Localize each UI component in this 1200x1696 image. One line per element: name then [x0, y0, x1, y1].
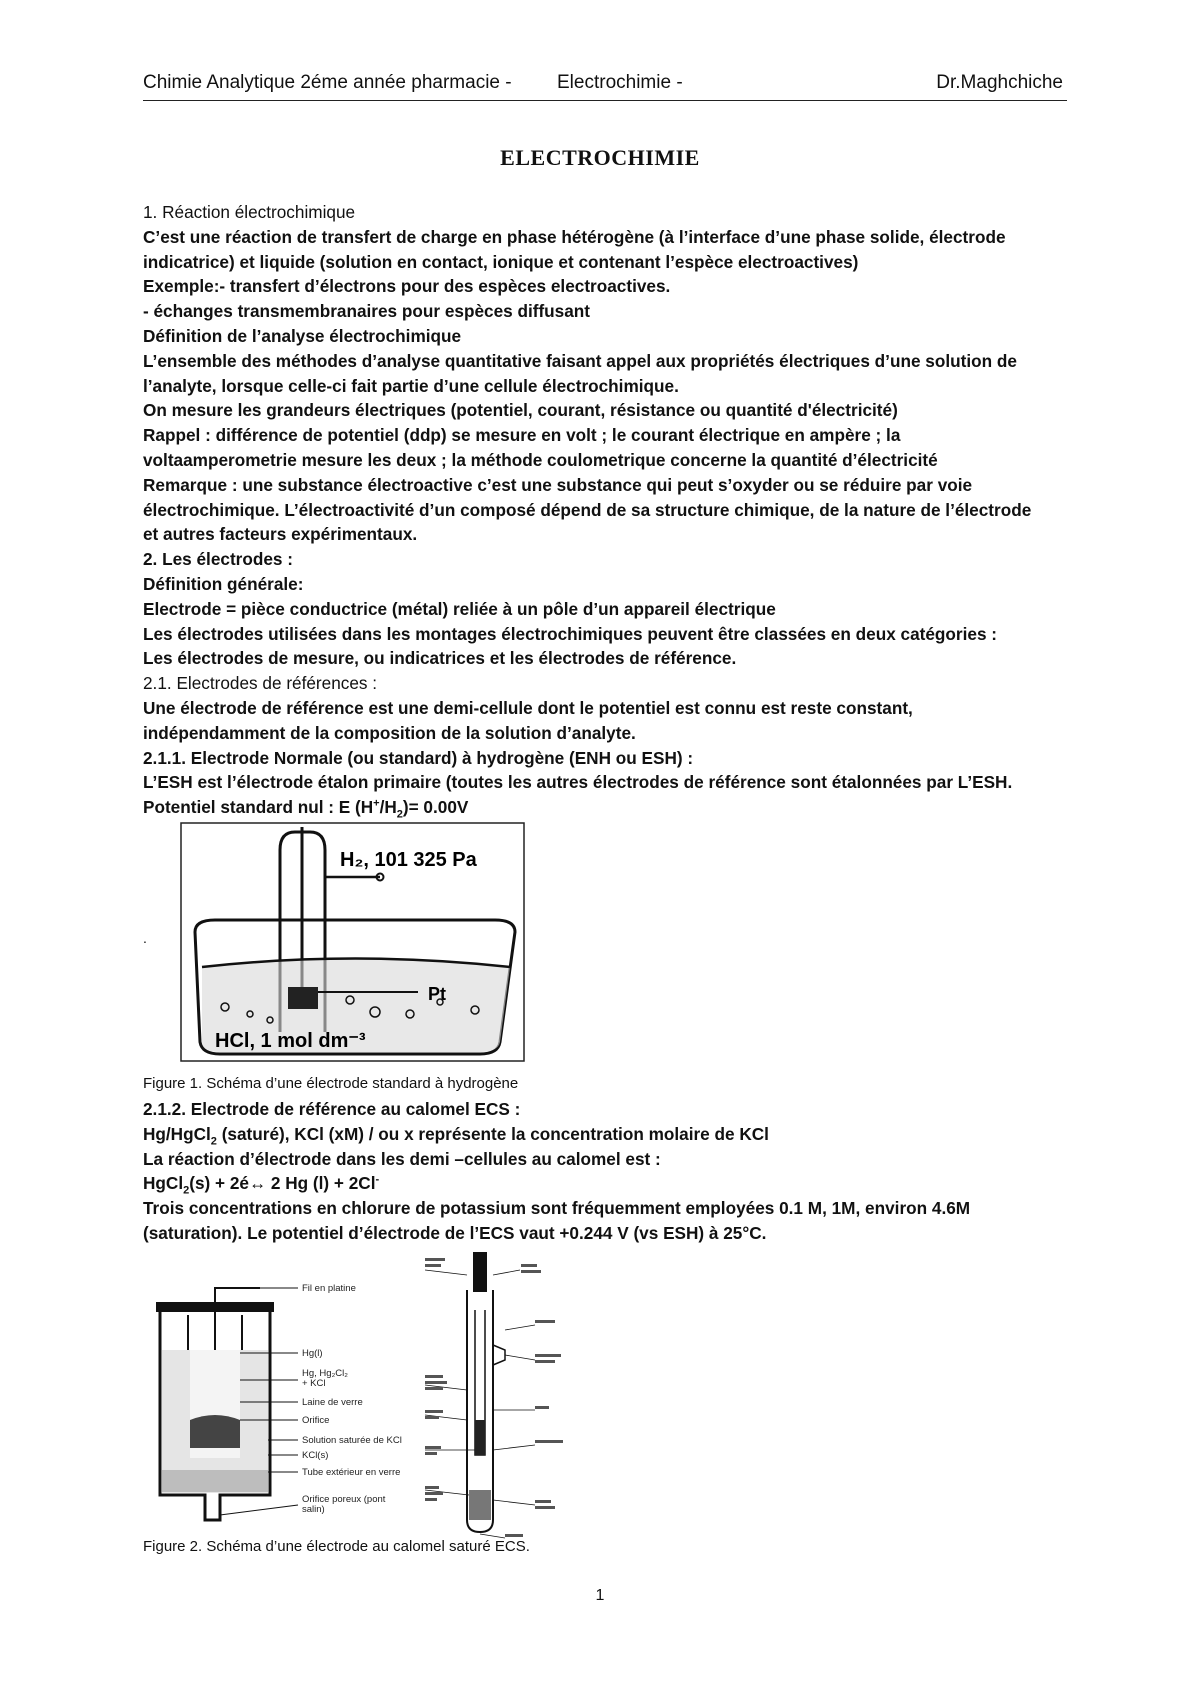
- superscript: -: [375, 1173, 380, 1186]
- page-title: ELECTROCHIMIE: [500, 145, 700, 170]
- header-author: Dr.Maghchiche: [936, 72, 1063, 93]
- paragraph-line: Une électrode de référence est une demi-cellule dont le potentiel est connu est reste constant,: [143, 697, 913, 718]
- commercial-calomel-electrode: [425, 1250, 565, 1540]
- paragraph-line: L’ESH est l’électrode étalon primaire (toutes les autres électrodes de référence sont étalonnées par L’ESH.: [143, 772, 1013, 793]
- paragraph-line: Les électrodes utilisées dans les montages électrochimiques peuvent être classées en deux catégories :: [143, 623, 998, 644]
- pt-label: Pt: [428, 984, 446, 1004]
- gas-label: H₂, 101 325 Pa: [340, 849, 477, 871]
- standard-potential-line: [143, 795, 1103, 820]
- text-run: (s) + 2é: [189, 1173, 249, 1194]
- paragraph-line: électrochimique. L’électroactivité d’un composé dépend de sa structure chimique, de la nature de l’électrode: [143, 499, 1032, 520]
- heading-reference-electrodes: 2.1. Electrodes de références :: [143, 673, 378, 694]
- header-course: Chimie Analytique 2éme année pharmacie -: [143, 72, 512, 93]
- text-run: )= 0.00V: [402, 797, 469, 818]
- hydrogen-electrode-figure: [180, 822, 525, 1062]
- text-run: /H: [379, 797, 397, 818]
- text-run: (saturé), KCl (xM) / ou x représente la concentration molaire de KCl: [216, 1123, 769, 1144]
- heading-electrodes: 2. Les électrodes :: [143, 549, 293, 570]
- paragraph-line: L’ensemble des méthodes d’analyse quantitative faisant appel aux propriétés électriques d’une solution de: [143, 350, 1017, 371]
- section-1-text: [143, 200, 1103, 820]
- label-kcl-solution: Solution saturée de KCl: [302, 1435, 402, 1446]
- paragraph-line: Remarque : une substance électroactive c’est une substance qui peut s’oxyder ou se réduire par voie: [143, 474, 973, 495]
- label-orifice: Orifice: [302, 1415, 330, 1426]
- label-salt-bridge: salin): [302, 1504, 325, 1515]
- text-run: HgCl: [143, 1173, 184, 1194]
- subscript: 2: [396, 808, 403, 821]
- equilibrium-arrow: ↔: [248, 1173, 267, 1194]
- paragraph-line: voltaamperometrie mesure les deux ; la méthode coulometrique concerne la quantité d’électricité: [143, 449, 938, 470]
- text-run: 2 Hg (l) + 2Cl: [266, 1173, 376, 1194]
- paragraph-line: Définition générale:: [143, 573, 304, 594]
- label-platinum-wire: Fil en platine: [302, 1283, 356, 1294]
- page-header: [143, 72, 1067, 101]
- header-topic: Electrochimie -: [557, 72, 683, 93]
- paragraph-line: (saturation). Le potentiel d’électrode de l’ECS vaut +0.244 V (vs ESH) à 25°C.: [143, 1222, 767, 1243]
- paragraph-line: indépendamment de la composition de la solution d’analyte.: [143, 722, 636, 743]
- heading-calomel: 2.1.2. Electrode de référence au calomel ECS :: [143, 1099, 521, 1119]
- calomel-electrode-schematic: [150, 1280, 450, 1525]
- text-run: Potentiel standard nul : E (H: [143, 797, 374, 818]
- heading-reaction: 1. Réaction électrochimique: [143, 202, 356, 222]
- superscript: +: [373, 797, 380, 810]
- paragraph-line: Trois concentrations en chlorure de potassium sont fréquemment employées 0.1 M, 1M, environ 4.6M: [143, 1198, 971, 1219]
- subscript: 2: [183, 1184, 190, 1197]
- paragraph-line: l’analyte, lorsque celle-ci fait partie d’une cellule électrochimique.: [143, 375, 679, 396]
- figure-2-caption: Figure 2. Schéma d’une électrode au calomel saturé ECS.: [143, 1538, 530, 1555]
- label-porous-orifice: Orifice poreux (pont: [302, 1494, 386, 1505]
- page-number: 1: [595, 1587, 605, 1604]
- section-ecs-text: [143, 1097, 1103, 1246]
- figure-1-caption: Figure 1. Schéma d’une électrode standard à hydrogène: [143, 1075, 519, 1092]
- label-outer-tube: Tube extérieur en verre: [302, 1467, 401, 1478]
- solution-label: HCl, 1 mol dm⁻³: [215, 1030, 366, 1052]
- label-calomel-paste: Hg, Hg₂Cl₂: [302, 1368, 348, 1379]
- notation-line: [143, 1122, 1103, 1147]
- paragraph-line: C’est une réaction de transfert de charge en phase hétérogène (à l’interface d’une phase solide, électrode: [143, 226, 1006, 247]
- paragraph-line: Les électrodes de mesure, ou indicatrices et les électrodes de référence.: [143, 648, 737, 669]
- label-kcl-solid: KCl(s): [302, 1450, 329, 1461]
- label-mercury: Hg(l): [302, 1348, 323, 1359]
- paragraph-line: indicatrice) et liquide (solution en contact, ionique et contenant l’espèce electroactives): [143, 251, 859, 272]
- heading-definition: Définition de l’analyse électrochimique: [143, 325, 462, 346]
- paragraph-line: On mesure les grandeurs électriques (potentiel, courant, résistance ou quantité d'électricité): [143, 400, 898, 421]
- subscript: 2: [210, 1135, 217, 1148]
- text-run: Hg/HgCl: [143, 1123, 211, 1144]
- heading-esh: 2.1.1. Electrode Normale (ou standard) à hydrogène (ENH ou ESH) :: [143, 747, 694, 768]
- paragraph-line: et autres facteurs expérimentaux.: [143, 524, 418, 545]
- label-glass-wool: Laine de verre: [302, 1397, 363, 1408]
- paragraph-line: La réaction d’électrode dans les demi –cellules au calomel est :: [143, 1148, 661, 1169]
- paragraph-line: Rappel : différence de potentiel (ddp) se mesure en volt ; le courant électrique en ampère ; la: [143, 425, 901, 446]
- paragraph-line: - échanges transmembranaires pour espèces diffusant: [143, 301, 591, 322]
- label-kcl-paste: + KCl: [302, 1378, 326, 1389]
- stray-mark: .: [143, 930, 147, 946]
- reaction-equation: [143, 1171, 1103, 1196]
- paragraph-line: Exemple:- transfert d’électrons pour des espèces electroactives.: [143, 276, 671, 297]
- paragraph-line: Electrode = pièce conductrice (métal) reliée à un pôle d’un appareil électrique: [143, 598, 776, 619]
